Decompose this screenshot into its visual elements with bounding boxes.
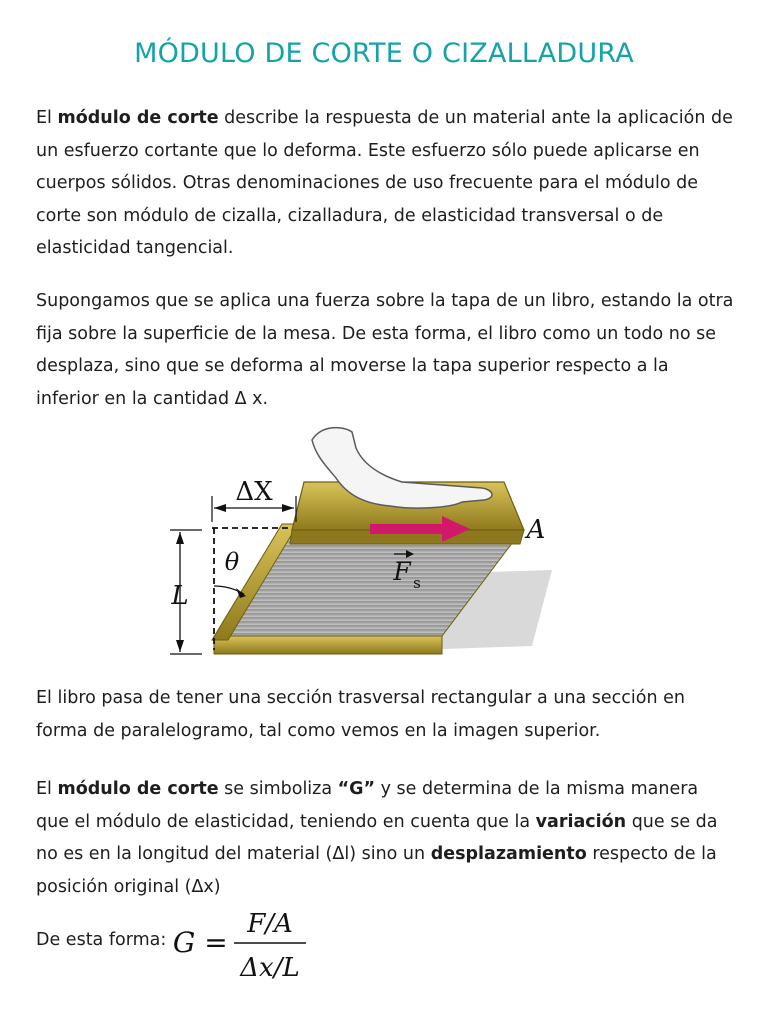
delta-x-label: ΔX — [235, 477, 273, 507]
paragraph-parallelogram: El libro pasa de tener una sección trasversal rectangular a una sección en forma de paralelogramo, tal como vemos en la imagen superior. — [36, 688, 685, 741]
paragraph-symbol-g — [36, 773, 736, 903]
text-fragment: El — [36, 108, 58, 128]
area-label: A — [526, 515, 546, 545]
force-label: F — [393, 557, 411, 586]
text-fragment: describe la respuesta de un material ante la aplicación de un esfuerzo cortante que lo deforma. Este esfuerzo sólo puede aplicarse en cuerpos sólidos. Otras denominaciones de uso frecuente para el módulo de corte son módulo de cizalla, cizalladura, de elasticidad transversal o de elasticidad tangencial. — [36, 108, 733, 258]
text-fragment: respecto de la posición original (Δx) — [36, 844, 717, 897]
force-arrow-shaft — [370, 524, 444, 534]
bold-term-modulo-de-corte: módulo de corte — [57, 779, 219, 799]
formula-numerator: F/A — [247, 909, 293, 939]
formula-equals: = — [204, 926, 228, 959]
shear-modulus-formula — [172, 900, 312, 990]
bold-symbol-g: “G” — [337, 779, 376, 799]
text-fragment: se simboliza — [218, 779, 338, 799]
shear-deformation-figure — [152, 418, 558, 662]
force-subscript: s — [413, 574, 421, 592]
text-fragment: y se determina de la misma manera que el módulo de elasticidad, teniendo en cuenta que la — [36, 779, 699, 832]
formula-lhs: G — [172, 926, 196, 959]
bold-term-variacion: variación — [535, 811, 627, 832]
text-fragment: que se da no es en la longitud del material (Δl) sino un — [36, 811, 718, 864]
formula-denominator: Δx/L — [240, 953, 300, 983]
page-title: MÓDULO DE CORTE O CIZALLADURA — [134, 38, 634, 69]
paragraph-definition — [36, 102, 736, 265]
bold-term-modulo-de-corte: módulo de corte — [57, 108, 219, 128]
bottom-cover — [214, 636, 442, 654]
length-label: L — [171, 581, 189, 611]
bold-term-desplazamiento: desplazamiento — [430, 844, 587, 864]
theta-label: θ — [224, 548, 240, 576]
formula-label: De esta forma: — [36, 930, 167, 950]
paragraph-book-example: Supongamos que se aplica una fuerza sobre la tapa de un libro, estando la otra fija sobre la superficie de la mesa. De esta forma, el libro como un todo no se desplaza, sino que se deforma al moverse la tapa superior respecto a la inferior en la cantidad Δ x. — [36, 291, 734, 409]
text-fragment: El — [36, 779, 58, 799]
